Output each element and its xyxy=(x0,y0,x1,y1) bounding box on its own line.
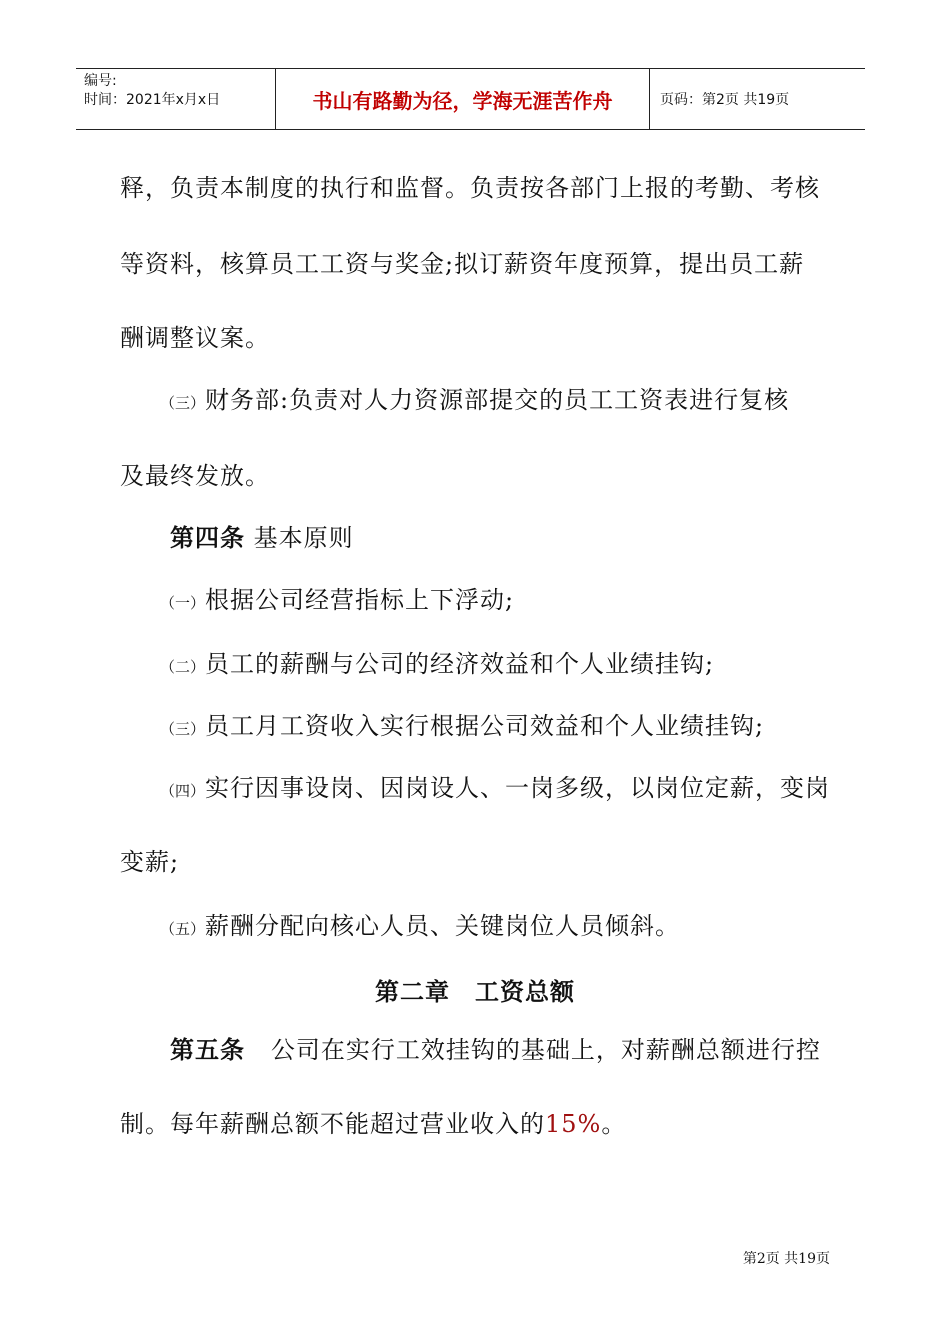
list-item-text: 实行因事设岗、因岗设人、一岗多级，以岗位定薪，变岗 xyxy=(205,774,831,802)
list-item-text: 薪酬分配向核心人员、关键岗位人员倾斜。 xyxy=(205,912,681,940)
list-marker: （五） xyxy=(160,920,206,938)
list-item xyxy=(160,584,830,619)
paragraph-line: 等资料，核算员工工资与奖金;拟订薪资年度预算，提出员工薪 xyxy=(120,250,805,278)
paragraph-line: 释，负责本制度的执行和监督。负责按各部门上报的考勤、考核 xyxy=(120,174,820,202)
chapter-title: 第二章 工资总额 xyxy=(375,977,575,1006)
article-number: 第四条 xyxy=(170,523,245,552)
paragraph-text: 制。每年薪酬总额不能超过营业收入的 xyxy=(120,1110,545,1138)
header-page-info: 页码：第2页 共19页 xyxy=(660,92,790,108)
list-item xyxy=(160,710,830,745)
list-item-text: 根据公司经营指标上下浮动; xyxy=(205,586,515,614)
list-item xyxy=(160,910,830,945)
header-meta xyxy=(76,69,276,129)
paragraph-line: 变薪; xyxy=(120,848,180,876)
paragraph-text: 财务部:负责对人力资源部提交的员工工资表进行复核 xyxy=(205,386,790,414)
highlight-percentage: 15% xyxy=(545,1110,602,1138)
page-header xyxy=(76,68,865,130)
list-item-text: 员工月工资收入实行根据公司效益和个人业绩挂钩; xyxy=(205,712,765,740)
time-label: 时间：2021年x月x日 xyxy=(84,92,221,108)
header-motto: 书山有路勤为径，学海无涯苦作舟 xyxy=(276,69,650,129)
paragraph-line: 及最终发放。 xyxy=(120,462,270,490)
article-5-line xyxy=(170,1034,830,1066)
list-marker: （三） xyxy=(160,394,206,412)
paragraph-line xyxy=(160,384,830,419)
article-4-heading xyxy=(170,522,830,554)
page-footer: 第2页 共19页 xyxy=(742,1251,830,1267)
list-item xyxy=(160,648,830,683)
paragraph-line xyxy=(120,1108,830,1140)
list-item-text: 员工的薪酬与公司的经济效益和个人业绩挂钩; xyxy=(205,650,715,678)
paragraph-line: 酬调整议案。 xyxy=(120,324,270,352)
article-number: 第五条 xyxy=(170,1035,245,1064)
paragraph-text: 公司在实行工效挂钩的基础上，对薪酬总额进行控 xyxy=(270,1036,821,1064)
list-marker: （四） xyxy=(160,782,206,800)
list-marker: （一） xyxy=(160,594,206,612)
paragraph-text: 。 xyxy=(601,1110,627,1138)
list-marker: （三） xyxy=(160,720,206,738)
article-heading-text: 基本原则 xyxy=(253,524,354,552)
number-label: 编号: xyxy=(84,73,117,89)
list-item xyxy=(160,772,830,807)
list-marker: （二） xyxy=(160,658,206,676)
